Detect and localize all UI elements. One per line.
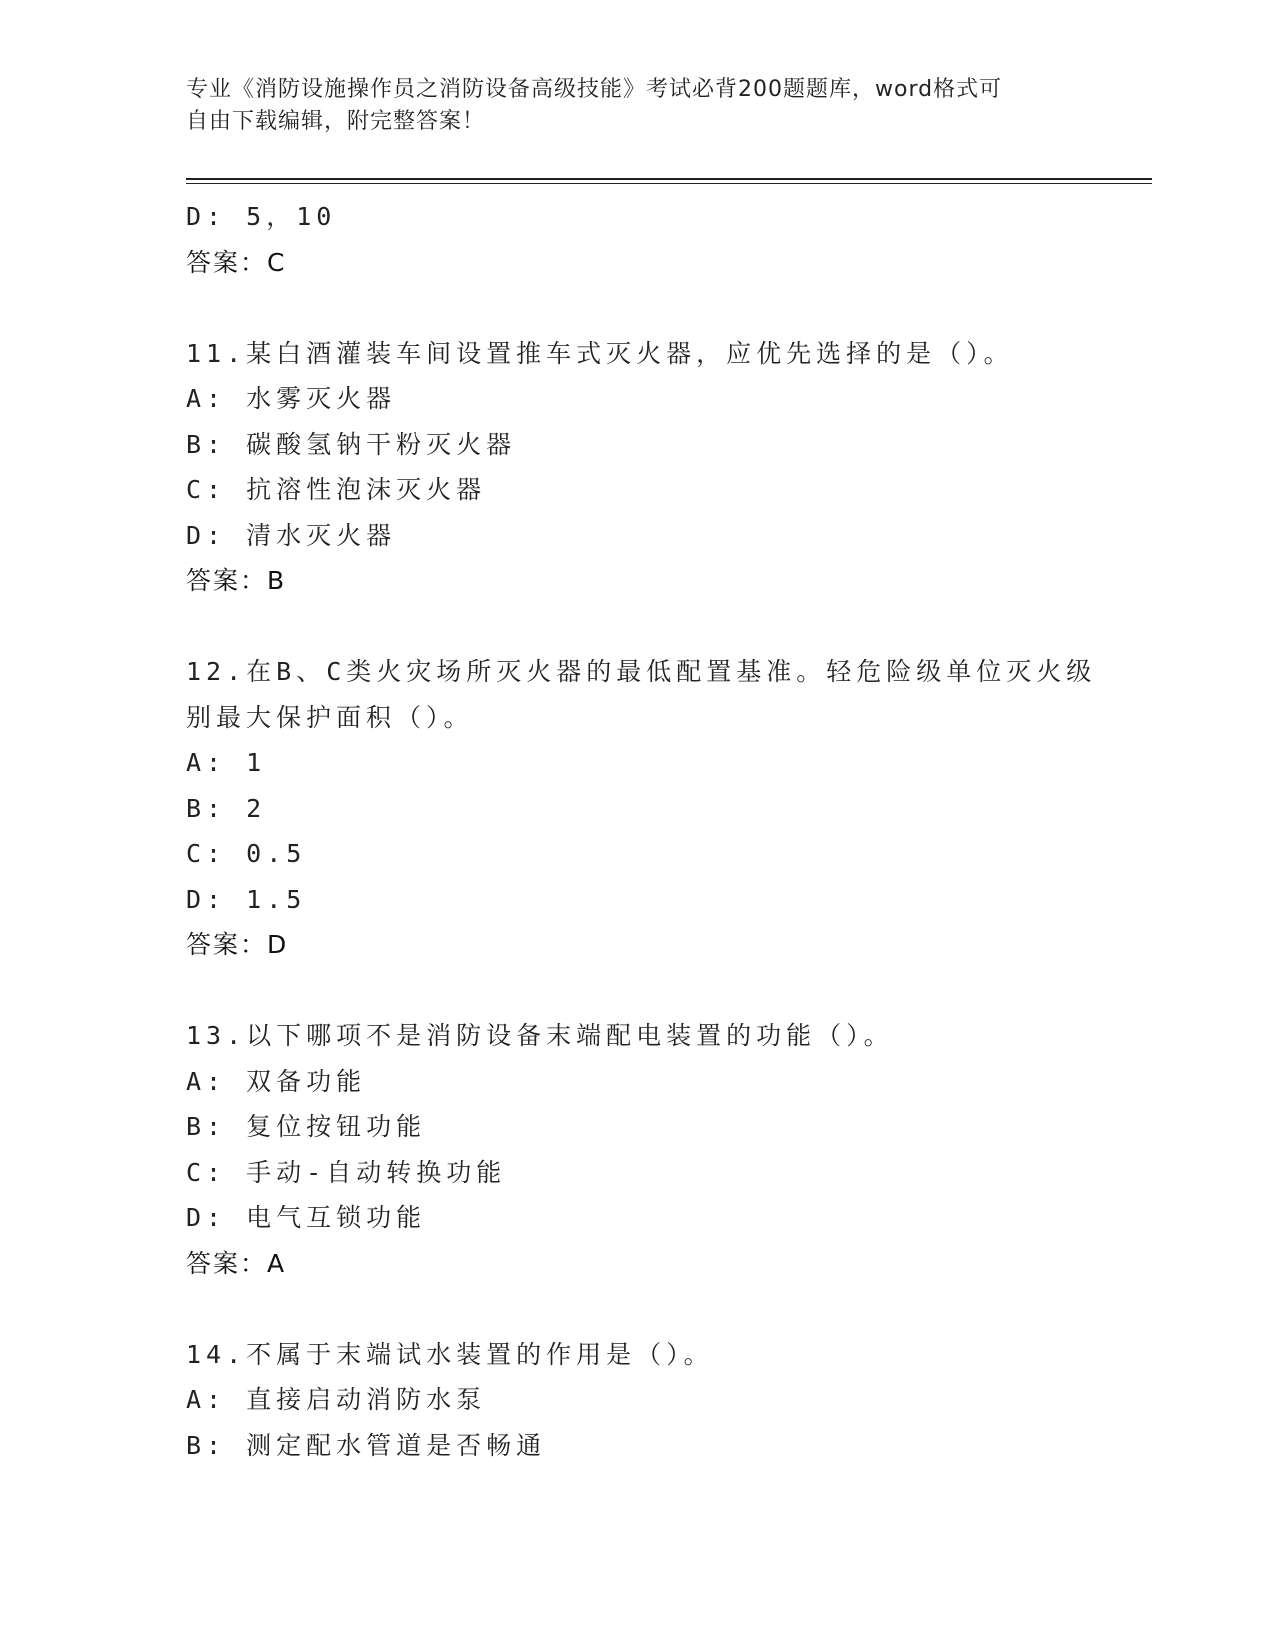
option-d: D: 5，10 <box>186 202 337 231</box>
option-c: C: 手动-自动转换功能 <box>186 1157 507 1187</box>
option-a: A: 双备功能 <box>186 1066 367 1096</box>
header-line-2: 自由下载编辑，附完整答案！ <box>186 109 486 134</box>
header-line-1: 专业《消防设施操作员之消防设备高级技能》考试必背200题题库，word格式可 <box>186 77 1003 102</box>
option-c: C: 0.5 <box>186 839 307 868</box>
question-stem-line-2: 别最大保护面积（）。 <box>186 702 474 732</box>
question-13 <box>186 1013 1066 1286</box>
option-a: A: 1 <box>186 748 267 777</box>
header-divider-thin <box>186 183 1152 184</box>
document-header <box>186 74 1066 138</box>
question-stem-line-1: 12.在B、C类火灾场所灭火器的最低配置基准。轻危险级单位灭火级 <box>186 657 1097 686</box>
spacer <box>186 604 1066 650</box>
option-b: B: 碳酸氢钠干粉灭火器 <box>186 429 517 459</box>
header-divider-thick <box>186 178 1152 180</box>
answer-line: 答案：B <box>186 566 287 595</box>
answer-line: 答案：D <box>186 930 289 959</box>
option-c: C: 抗溶性泡沫灭火器 <box>186 475 487 504</box>
option-d: D: 清水灭火器 <box>186 520 397 550</box>
option-b: B: 测定配水管道是否畅通 <box>186 1430 547 1460</box>
option-d: D: 1.5 <box>186 884 307 914</box>
spacer <box>186 1286 1066 1332</box>
option-b: B: 2 <box>186 793 267 823</box>
spacer <box>186 285 1066 331</box>
option-d: D: 电气互锁功能 <box>186 1203 427 1232</box>
question-stem: 14.不属于末端试水装置的作用是（）。 <box>186 1339 714 1369</box>
answer-line: 答案：A <box>186 1248 287 1278</box>
option-a: A: 直接启动消防水泵 <box>186 1385 487 1414</box>
option-b: B: 复位按钮功能 <box>186 1112 427 1141</box>
option-a: A: 水雾灭火器 <box>186 384 397 413</box>
answer-line: 答案：C <box>186 247 287 277</box>
question-stem: 13.以下哪项不是消防设备末端配电装置的功能（）。 <box>186 1021 894 1050</box>
question-11 <box>186 331 1066 604</box>
question-12 <box>186 649 1097 968</box>
spacer <box>186 968 1066 1014</box>
question-stem: 11.某白酒灌装车间设置推车式灭火器，应优先选择的是（）。 <box>186 338 1014 368</box>
question-10-tail <box>186 194 1066 285</box>
question-list <box>186 194 1097 1468</box>
question-14 <box>186 1332 1066 1469</box>
